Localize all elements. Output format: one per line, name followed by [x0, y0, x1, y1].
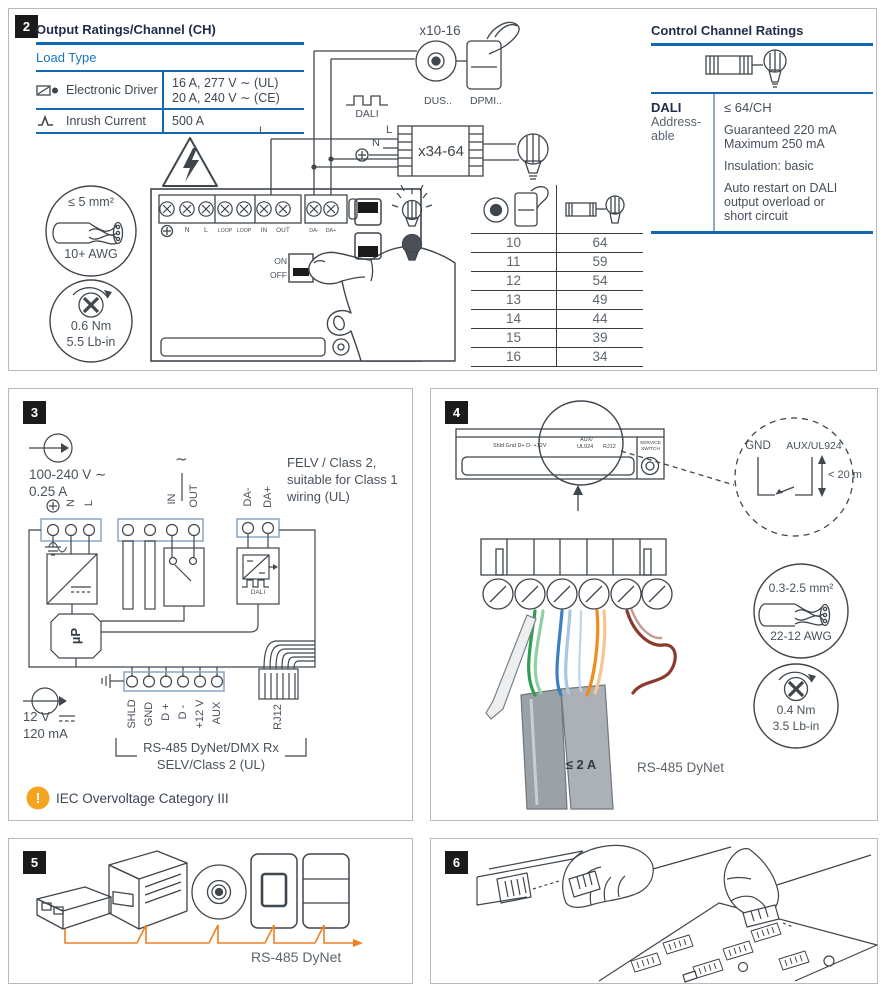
panel5-network-chain [9, 839, 414, 985]
terminal-label: DA+ [262, 486, 274, 508]
panel6-labeling-illustration [431, 839, 879, 985]
ac-symbol: ∼ [175, 451, 188, 468]
wire-size-awg: 10+ AWG [64, 247, 118, 261]
rj12-label: RJ12 [272, 704, 284, 730]
terminal-label: IN [166, 493, 178, 505]
table-row [471, 310, 643, 329]
bus-label: RS-485 DyNet [251, 949, 342, 965]
panel-2 [8, 8, 877, 371]
dali-label: DALI [651, 100, 682, 115]
cell: 59 [556, 253, 643, 271]
felv-note-1: FELV / Class 2, [287, 455, 377, 470]
line-label: L [386, 124, 393, 136]
arrow-head [353, 939, 363, 947]
terminal-label: LOOP [217, 228, 233, 234]
insulation-note: Insulation: basic [724, 159, 814, 173]
cell: 13 [505, 292, 522, 307]
felv-note-2: suitable for Class 1 [287, 472, 398, 487]
output-ratings-title: Output Ratings/Channel (CH) [36, 19, 304, 45]
torque-nm: 0.4 Nm [776, 703, 816, 717]
device-terminal-print: Shld Gnd D+ D- +12V [493, 443, 547, 449]
table-row [471, 291, 643, 310]
panel-3 [8, 388, 413, 821]
cell: 44 [556, 310, 643, 328]
detail-gnd-label: GND [745, 440, 771, 452]
terminal-label: N [65, 499, 77, 507]
addressable-label-2: able [651, 129, 675, 143]
terminal-label: DA- [242, 487, 254, 507]
wire-size-awg: 22-12 AWG [770, 629, 832, 643]
terminal-label: SHLD [126, 699, 138, 729]
bus-class-label: SELV/Class 2 (UL) [156, 757, 266, 772]
dus-device-label: DUS.. [423, 95, 452, 107]
neutral-label: N [372, 137, 380, 149]
wire-size-metric: 0.3-2.5 mm² [768, 581, 834, 595]
wire-size-metric: ≤ 5 mm² [68, 195, 114, 209]
table-row [471, 234, 643, 253]
service-switch-label: SERVICE [640, 441, 661, 446]
cell: 12 [505, 273, 522, 288]
terminal-label: GND [143, 701, 155, 727]
dali-box-label: DALI [250, 589, 266, 596]
table-row [471, 329, 643, 348]
panel4-wiring-illustration [431, 389, 879, 822]
terminal-label: DA- [309, 228, 319, 234]
torque-lbin: 3.5 Lb-in [772, 719, 820, 733]
panel-3-badge: 3 [23, 401, 46, 424]
control-ratings-title: Control Channel Ratings [651, 19, 873, 46]
sensor-panel-icon [471, 185, 556, 232]
max-distance-label: < 20 m [828, 469, 862, 481]
device-count-table [471, 185, 643, 367]
torque-lbin: 5.5 Lb-in [66, 335, 116, 349]
load-type-label: Load Type [36, 45, 304, 72]
addressable-label-1: Address- [651, 115, 702, 129]
driver-lamp-figure [651, 46, 873, 90]
terminal-label: DA+ [325, 228, 337, 234]
control-channel-ratings [651, 19, 873, 234]
panel-4 [430, 388, 878, 821]
terminal-label: IN [260, 227, 268, 234]
per-channel-limit: ≤ 64/CH [724, 100, 772, 115]
panel-6 [430, 838, 878, 984]
cell: 39 [556, 329, 643, 347]
auto-restart-note-2: output overload or [724, 195, 825, 209]
dpmi-device-label: DPMI.. [469, 95, 503, 107]
cell: 34 [556, 348, 643, 366]
panel-4-badge: 4 [445, 401, 468, 424]
row-value: 16 A, 277 V ∼ (UL) [172, 76, 279, 90]
cell: 15 [505, 330, 522, 345]
cell: 64 [556, 234, 643, 252]
output-voltage: 12 V [23, 709, 50, 724]
terminal-label: AUX [211, 701, 223, 725]
row-label: Inrush Current [66, 114, 146, 128]
table-row [471, 348, 643, 367]
terminal-label: N [184, 227, 190, 234]
row-label: Electronic Driver [66, 83, 158, 97]
cell: 14 [505, 311, 522, 326]
cable-current-label: ≤ 2 A [565, 757, 597, 772]
auto-restart-note-3: short circuit [724, 209, 788, 223]
dali-wave-label: DALI [355, 108, 379, 120]
detail-aux-label: AUX/UL924 [786, 440, 842, 452]
felv-note-3: wiring (UL) [287, 489, 350, 504]
cell: 10 [505, 235, 522, 250]
row-value: 500 A [172, 114, 204, 128]
bus-type-label: RS-485 DyNet/DMX Rx [143, 740, 279, 755]
torque-nm: 0.6 Nm [70, 319, 112, 333]
terminal-label: D + [160, 703, 172, 721]
device-terminal-print: AUX/ [580, 437, 593, 443]
device-terminal-print: RJ12 [603, 444, 616, 450]
terminal-label: D - [177, 704, 189, 720]
output-current: 120 mA [23, 726, 68, 741]
cell: 11 [506, 254, 521, 269]
table-row [471, 272, 643, 291]
panel-6-badge: 6 [445, 851, 468, 874]
panel-5-badge: 5 [23, 851, 46, 874]
maximum-current: Maximum 250 mA [724, 137, 825, 151]
line-label: L [259, 125, 266, 137]
input-voltage: 100-240 V ∼ [29, 467, 107, 482]
off-label: OFF [270, 270, 287, 280]
warning-exclamation: ! [35, 790, 41, 807]
dali-count-label: x10-16 [419, 23, 461, 38]
panel-5 [8, 838, 413, 984]
terminal-label: L [83, 499, 95, 507]
guaranteed-current: Guaranteed 220 mA [724, 123, 837, 137]
panel-2-badge: 2 [15, 15, 38, 38]
cell: 49 [556, 291, 643, 309]
input-current: 0.25 A [29, 484, 68, 499]
terminal-label: OUT [276, 227, 290, 234]
overvoltage-note: IEC Overvoltage Category III [56, 791, 229, 806]
cell: 54 [556, 272, 643, 290]
auto-restart-note-1: Auto restart on DALI [724, 181, 838, 195]
terminal-label: +12 V [194, 699, 206, 729]
terminal-label: LOOP [236, 228, 252, 234]
terminal-label: L [204, 227, 208, 234]
on-label: ON [274, 256, 287, 266]
terminal-label: OUT [188, 484, 200, 508]
driver-lamp-icon [558, 185, 642, 232]
cell: 16 [505, 349, 522, 364]
driver-count-label: x34-64 [418, 143, 464, 160]
device-terminal-print: UL924 [577, 444, 594, 450]
microprocessor-label: µP [68, 627, 83, 645]
row-value: 20 A, 240 V ∼ (CE) [172, 91, 280, 105]
service-switch-label: SWITCH [641, 447, 660, 452]
table-row [471, 253, 643, 272]
bus-label: RS-485 DyNet [637, 760, 725, 775]
